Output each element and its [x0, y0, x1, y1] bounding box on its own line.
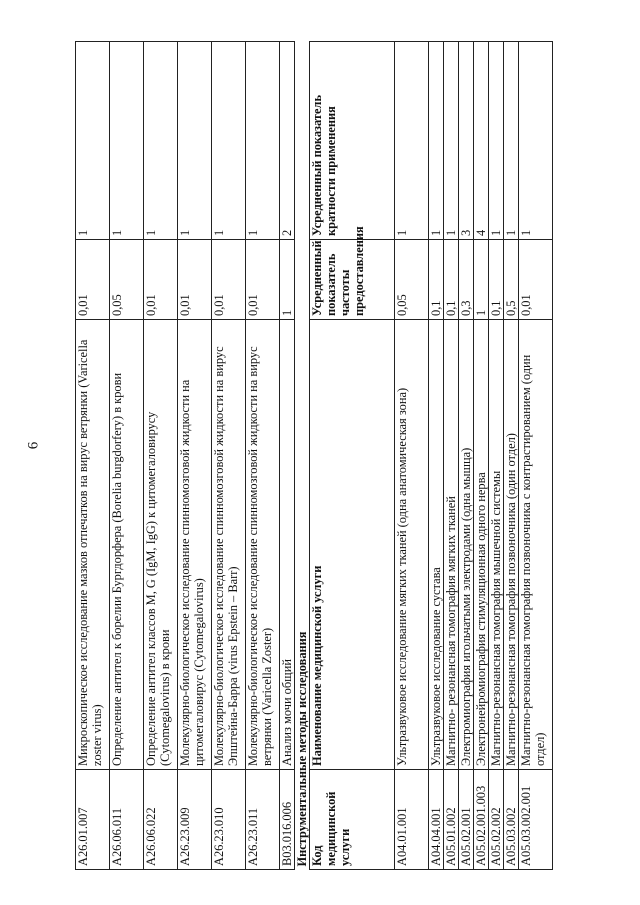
service-name: Магнитно-резонансная томография позвоночника с контрастированием (один отдел) [519, 320, 553, 770]
table-row [519, 42, 553, 870]
table-row [144, 42, 178, 870]
header-multiplicity: Усредненный показатель кратности применения [310, 42, 395, 240]
table-row [212, 42, 246, 870]
table-row [395, 42, 429, 870]
service-code: A26.06.022 [144, 770, 178, 870]
frequency-value: 0,01 [519, 240, 553, 320]
service-code: A05.02.001.003 [474, 770, 489, 870]
multiplicity-value: 1 [395, 42, 429, 240]
service-code: A05.01.002 [444, 770, 459, 870]
page-number: 6 [25, 441, 42, 450]
service-name: Магнитно-резонансная томография мышечной системы [489, 320, 504, 770]
frequency-value: 0,01 [76, 240, 110, 320]
multiplicity-value: 1 [144, 42, 178, 240]
service-code: B03.016.006 [280, 770, 295, 870]
table-row [489, 42, 504, 870]
service-code: A05.02.001 [459, 770, 474, 870]
service-name: Магнитно- резонансная томография мягких тканей [444, 320, 459, 770]
multiplicity-value: 1 [489, 42, 504, 240]
section-row [295, 42, 310, 870]
table-row [444, 42, 459, 870]
service-code: A26.23.009 [178, 770, 212, 870]
frequency-value: 1 [280, 240, 295, 320]
table-row [429, 42, 444, 870]
service-name: Электронейромиография стимуляционная одного нерва [474, 320, 489, 770]
table-row [178, 42, 212, 870]
service-name: Молекулярно-биологическое исследование спинномозговой жидкости на цитомегаловирус (Cytomegalovirus) [178, 320, 212, 770]
header-name: Наименование медицинской услуги [310, 320, 395, 770]
frequency-value: 0,01 [144, 240, 178, 320]
table-row [280, 42, 295, 870]
service-name: Молекулярно-биологическое исследование спинномозговой жидкости на вирус Эпштейна-Барра (virus Epstein – Barr) [212, 320, 246, 770]
service-code: A26.23.011 [246, 770, 280, 870]
multiplicity-value: 1 [76, 42, 110, 240]
table-row [504, 42, 519, 870]
service-name: Электромиография игольчатыми электродами (одна мышца) [459, 320, 474, 770]
multiplicity-value: 3 [459, 42, 474, 240]
service-code: A26.01.007 [76, 770, 110, 870]
service-name: Определение антител классов M, G (IgM, IgG) к цитомегаловирусу (Cytomegalovirus) в крови [144, 320, 178, 770]
service-name: Микроскопическое исследование мазков отпечатков на вирус ветрянки (Varicella zoster virus) [76, 320, 110, 770]
multiplicity-value: 1 [246, 42, 280, 240]
multiplicity-value: 1 [429, 42, 444, 240]
service-name: Молекулярно-биологическое исследование спинномозговой жидкости на вирус ветрянки (Varicella Zoster) [246, 320, 280, 770]
header-code: Код медицинской услуги [310, 770, 395, 870]
frequency-value: 0,3 [459, 240, 474, 320]
service-code: A05.02.002 [489, 770, 504, 870]
service-name: Магнитно-резонансная томография позвоночника (один отдел) [504, 320, 519, 770]
multiplicity-value: 1 [178, 42, 212, 240]
multiplicity-value: 1 [504, 42, 519, 240]
multiplicity-value: 4 [474, 42, 489, 240]
table-row [459, 42, 474, 870]
frequency-value: 0,01 [246, 240, 280, 320]
services-table [75, 41, 553, 870]
frequency-value: 0,01 [178, 240, 212, 320]
services-table-container [75, 42, 547, 870]
service-name: Ультразвуковое исследование сустава [429, 320, 444, 770]
table-row [246, 42, 280, 870]
service-code: A26.06.011 [110, 770, 144, 870]
frequency-value: 0,1 [429, 240, 444, 320]
frequency-value: 0,1 [489, 240, 504, 320]
table-header-row [310, 42, 395, 870]
service-code: A05.03.002 [504, 770, 519, 870]
service-code: A05.03.002.001 [519, 770, 553, 870]
frequency-value: 0,05 [395, 240, 429, 320]
frequency-value: 0,05 [110, 240, 144, 320]
multiplicity-value: 1 [212, 42, 246, 240]
service-name: Ультразвуковое исследование мягких тканей (одна анатомическая зона) [395, 320, 429, 770]
frequency-value: 0,5 [504, 240, 519, 320]
section-title: Инструментальные методы исследования [295, 42, 310, 870]
service-name: Определение антител к борелии Бургдорфера (Borelia burgdorfery) в крови [110, 320, 144, 770]
frequency-value: 1 [474, 240, 489, 320]
service-code: A04.04.001 [429, 770, 444, 870]
multiplicity-value: 1 [110, 42, 144, 240]
frequency-value: 0,01 [212, 240, 246, 320]
multiplicity-value: 1 [444, 42, 459, 240]
multiplicity-value: 2 [280, 42, 295, 240]
frequency-value: 0,1 [444, 240, 459, 320]
service-name: Анализ мочи общий [280, 320, 295, 770]
service-code: A04.01.001 [395, 770, 429, 870]
multiplicity-value: 1 [519, 42, 553, 240]
service-code: A26.23.010 [212, 770, 246, 870]
header-frequency: Усредненный показатель частоты предоставления [310, 240, 395, 320]
table-row [110, 42, 144, 870]
table-row [76, 42, 110, 870]
table-row [474, 42, 489, 870]
